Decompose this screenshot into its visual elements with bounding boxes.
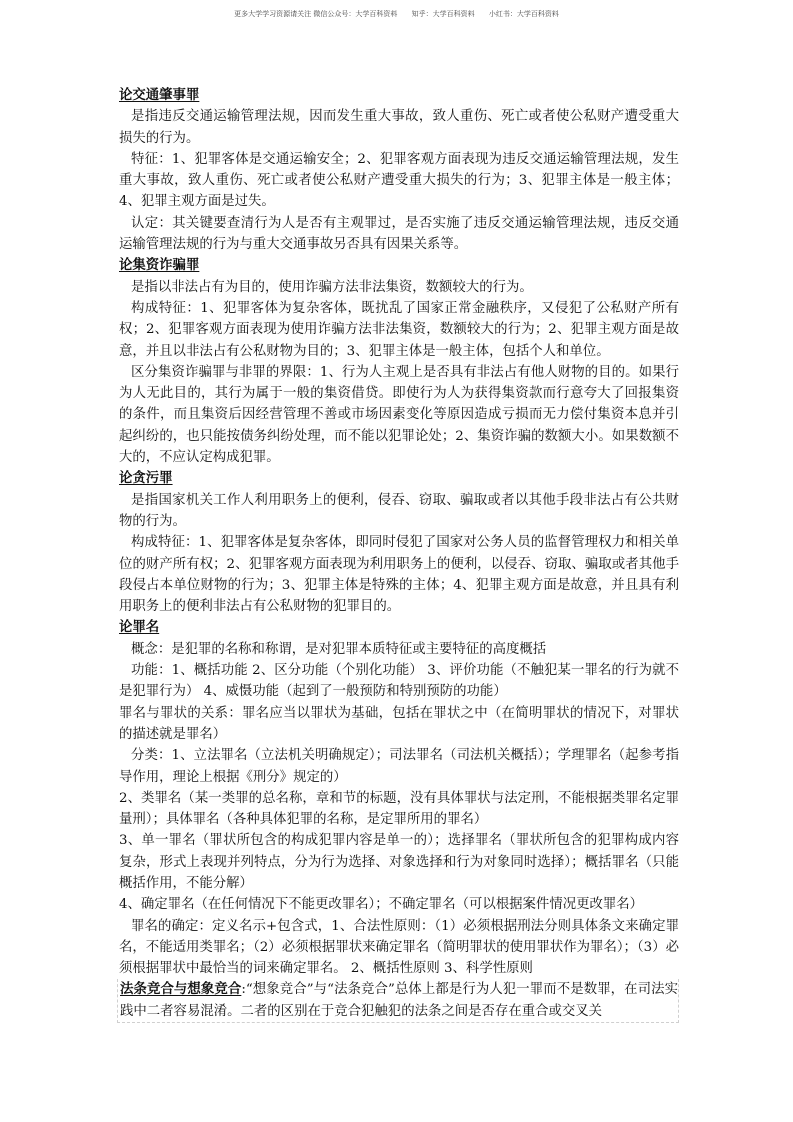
section-title-traffic-accident: 论交通肇事罪	[119, 87, 200, 103]
header-zhihu: 知乎：大学百科资料	[411, 10, 475, 18]
header-xiaohongshu: 小红书：大学百科资料	[488, 10, 559, 18]
section-title-fundraising-fraud: 论集资诈骗罪	[119, 257, 200, 274]
paragraph: 是指以非法占有为目的，使用诈骗方法非法集资，数额较大的行为。	[131, 279, 533, 295]
paragraph-concurrence: 法条竞合与想象竞合:“想象竞合”与“法条竞合”总体上都是行为人犯一罪而不是数罪，在司法实践中二者容易混淆。二者的区别在于竞合犯触犯的法条之间是否存在重合或交叉关	[117, 979, 679, 1023]
section-title-embezzlement: 论贪污罪	[119, 470, 173, 487]
paragraph: 区分集资诈骗罪与非罪的界限：1、行为人主观上是否具有非法占有他人财物的目的。如果行为人无此目的，其行为属于一般的集资借贷。即使行为人为获得集资款而行意夸大了回报集资的条件，而且集资后因经营管理不善或市场因素变化等原因造成亏损而无力偿付集资本息并引起纠纷的，也只能按债务纠纷处理，而不能以犯罪论处；2、集资诈骗的数额大小。如果数额不大的，不应认定构成犯罪。	[119, 364, 679, 466]
section-title-concurrence: 法条竞合与想象竞合	[120, 981, 242, 998]
page-header	[0, 9, 793, 19]
paragraph: 2、类罪名（某一类罪的总名称，章和节的标题，没有具体罪状与法定刑，不能根据类罪名定罪量刑）；具体罪名（各种具体犯罪的名称，是定罪所用的罪名）	[119, 790, 679, 828]
paragraph: 是指违反交通运输管理法规，因而发生重大事故，致人重伤、死亡或者使公私财产遭受重大损失的行为。	[119, 109, 679, 146]
paragraph: 认定：其关键要查清行为人是否有主观罪过，是否实施了违反交通运输管理法规，违反交通运输管理法规的行为与重大交通事故另否具有因果关系等。	[119, 215, 679, 253]
paragraph: 构成特征：1、犯罪客体为复杂客体，既扰乱了国家正常金融秩序，又侵犯了公私财产所有权；2、犯罪客观方面表现为使用诈骗方法非法集资，数额较大的行为；2、犯罪主观方面是故意，并且以非法占有公私财物为目的；3、犯罪主体是一般主体，包括个人和单位。	[119, 300, 679, 359]
paragraph: 罪名的确定：定义名示+包含式，1、合法性原则：（1）必须根据刑法分则具体条文来确定罪名，不能适用类罪名；（2）必须根据罪状来确定罪名（简明罪状的使用罪状作为罪名）；（3）必须根据罪状中最恰当的词来确定罪名。 2、概括性原则 3、科学性原则	[119, 918, 679, 977]
paragraph: 功能：1、概括功能 2、区分功能（个别化功能） 3、评价功能（不触犯某一罪名的行为就不是犯罪行为） 4、威慑功能（起到了一般预防和特别预防的功能）	[119, 663, 679, 700]
section-title-crime-names: 论罪名	[119, 619, 160, 636]
concurrence-text: “想象竞合”与“法条竞合”总体上都是行为人犯一罪而不是数罪，在司法实践中二者容易混淆。二者的区别在于竞合犯触犯的法条之间是否存在重合或交叉关	[120, 982, 678, 1019]
paragraph: 特征：1、犯罪客体是交通运输安全；2、犯罪客观方面表现为违反交通运输管理法规，发生重大事故，致人重伤、死亡或者使公私财产遭受重大损失的行为；3、犯罪主体是一般主体；4、犯罪主观方面是过失。	[119, 151, 679, 210]
paragraph: 分类：1、立法罪名（立法机关明确规定）；司法罪名（司法机关概括）；学理罪名（起参考指导作用，理论上根据《刑分》规定的）	[119, 748, 679, 785]
header-wechat: 更多大学学习资源请关注 微信公众号：大学百科资料	[234, 10, 398, 18]
document-body	[119, 85, 679, 1023]
paragraph: 构成特征：1、犯罪客体是复杂客体，即同时侵犯了国家对公务人员的监督管理权力和相关单位的财产所有权；2、犯罪客观方面表现为利用职务上的便利，以侵吞、窃取、骗取或者其他手段侵占本单位财物的行为；3、犯罪主体是特殊的主体；4、犯罪主观方面是故意，并且具有利用职务上的便利非法占有公私财物的犯罪目的。	[119, 535, 679, 615]
paragraph: 4、确定罪名（在任何情况下不能更改罪名）；不确定罪名（可以根据案件情况更改罪名）	[119, 897, 644, 913]
paragraph: 是指国家机关工作人利用职务上的便利，侵吞、窃取、骗取或者以其他手段非法占有公共财物的行为。	[119, 492, 679, 529]
paragraph: 3、单一罪名（罪状所包含的构成犯罪内容是单一的）；选择罪名（罪状所包含的犯罪构成内容复杂，形式上表现并列特点，分为行为选择、对象选择和行为对象同时选择）；概括罪名（只能概括作用，不能分解）	[119, 833, 679, 891]
paragraph: 罪名与罪状的关系：罪名应当以罪状为基础，包括在罪状之中（在简明罪状的情况下，对罪状的描述就是罪名）	[119, 705, 679, 742]
paragraph: 概念：是犯罪的名称和称谓，是对犯罪本质特征或主要特征的高度概括	[131, 641, 547, 657]
